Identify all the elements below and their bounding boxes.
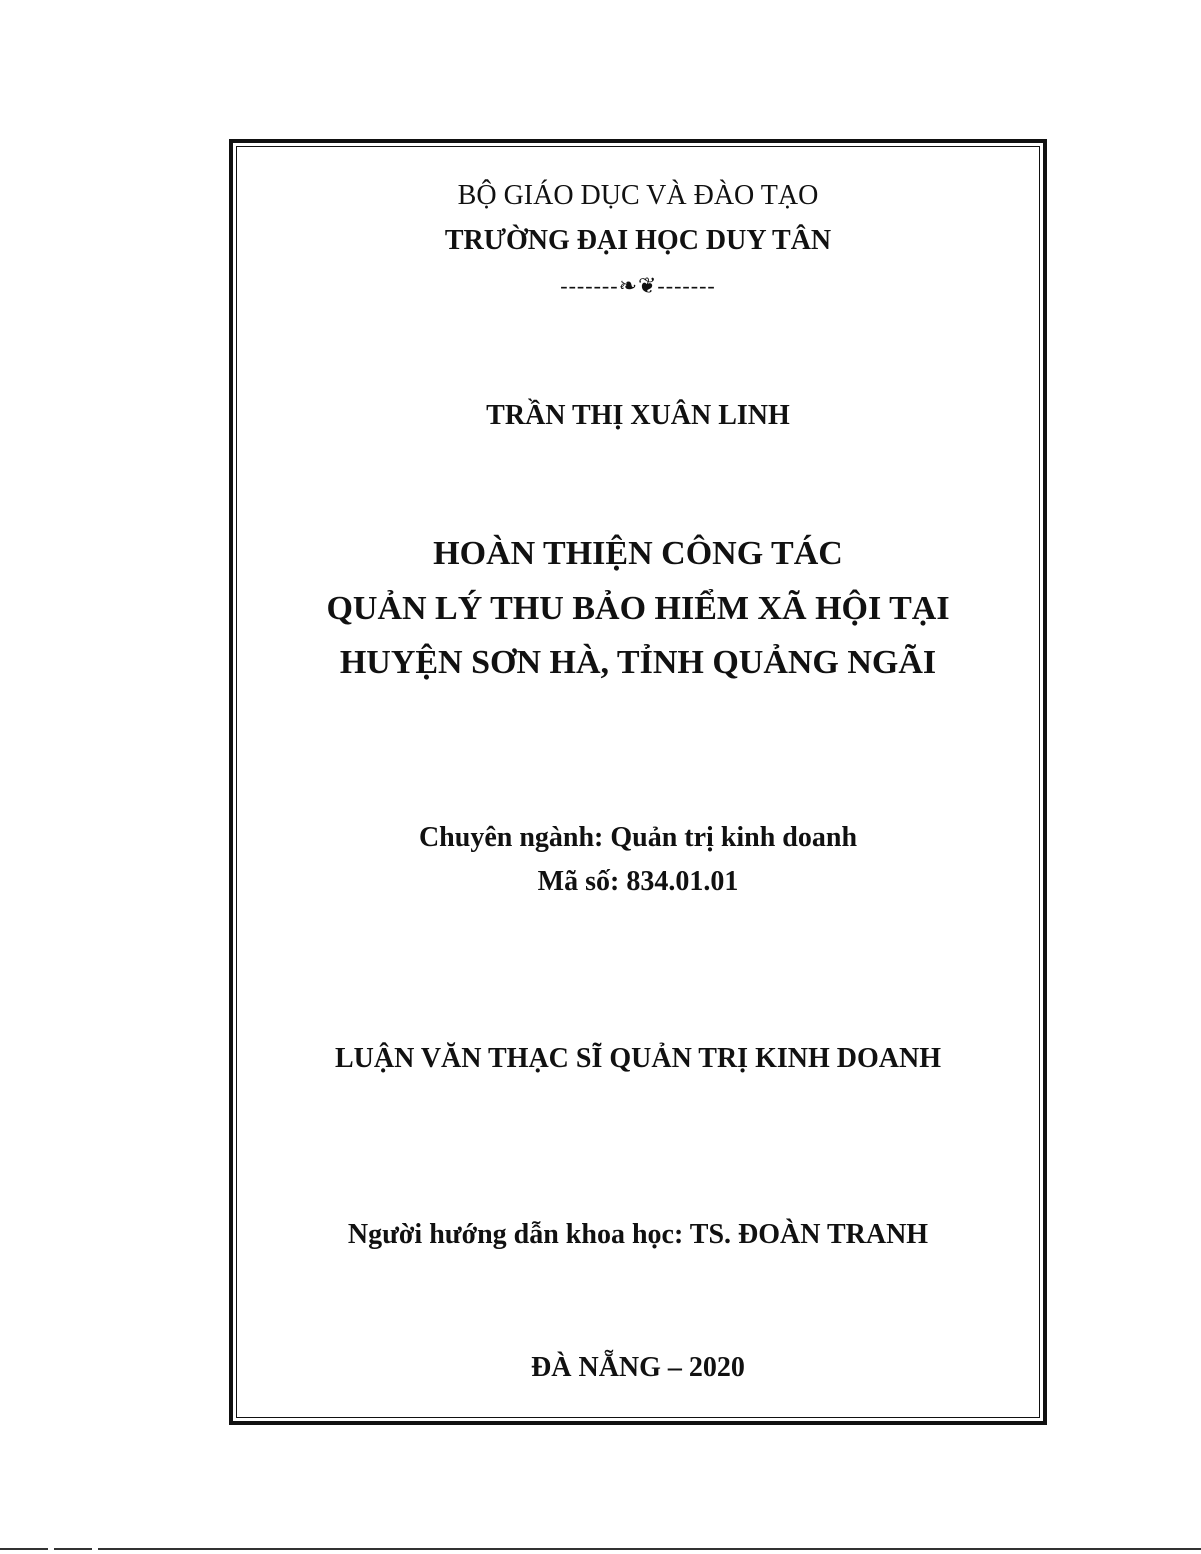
major-code: Mã số: 834.01.01	[537, 866, 739, 897]
thesis-title-line-1: HOÀN THIỆN CÔNG TÁC	[433, 535, 843, 572]
thesis-title-line-2: QUẢN LÝ THU BẢO HIỂM XÃ HỘI TẠI	[326, 590, 950, 627]
university-name: TRƯỜNG ĐẠI HỌC DUY TÂN	[444, 225, 832, 256]
ornament-divider: -------❧❦-------	[560, 273, 716, 298]
author-name: TRẦN THỊ XUÂN LINH	[486, 400, 790, 431]
major-field: Chuyên ngành: Quản trị kinh doanh	[418, 822, 858, 853]
page-bottom-rule	[0, 1548, 1201, 1550]
ministry-name: BỘ GIÁO DỤC VÀ ĐÀO TẠO	[457, 180, 819, 211]
thesis-title-line-3: HUYỆN SƠN HÀ, TỈNH QUẢNG NGÃI	[339, 644, 937, 681]
advisor-name: Người hướng dẫn khoa học: TS. ĐOÀN TRANH	[347, 1219, 929, 1250]
degree-type: LUẬN VĂN THẠC SĨ QUẢN TRỊ KINH DOANH	[335, 1043, 941, 1074]
place-and-year: ĐÀ NẴNG – 2020	[531, 1352, 745, 1383]
